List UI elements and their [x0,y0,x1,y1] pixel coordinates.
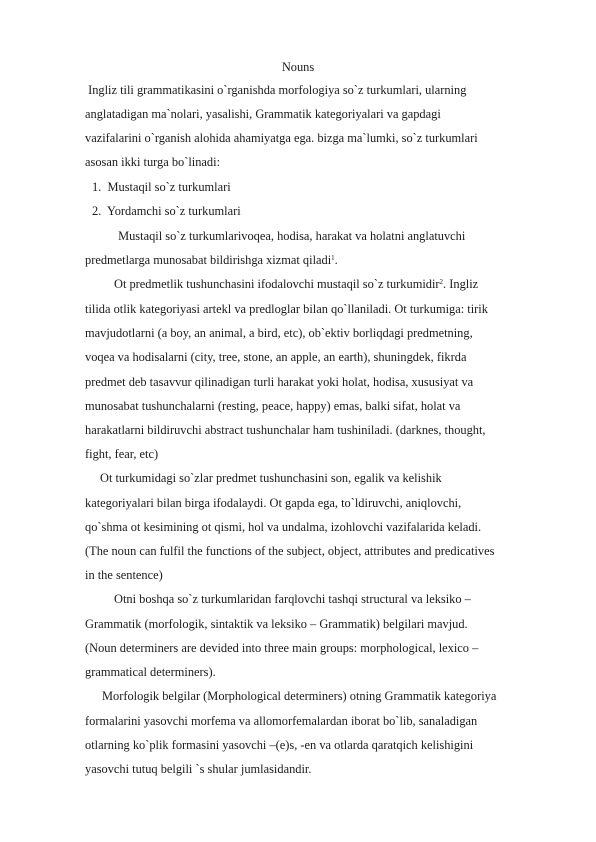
line-text: Ot predmetlik tushunchasini ifodalovchi mustaqil so`z turkumidir [114,277,440,291]
paragraph-line: Morfologik belgilar (Morphological determiners) otning Grammatik kategoriya [102,689,497,703]
list-item: 1. Mustaqil so`z turkumlari [92,180,231,194]
paragraph-line: munosabat tushunchalarni (resting, peace, happy) emas, balki sifat, holat va [85,399,461,413]
list-item: 2. Yordamchi so`z turkumlari [92,204,241,218]
paragraph-line [85,253,338,267]
paragraph-line: voqea va hodisalarni (city, tree, stone, an apple, an earth), shuningdek, fikrda [85,350,467,364]
paragraph-line [114,277,478,291]
paragraph-line: in the sentence) [85,568,163,582]
line-end: . [334,253,338,267]
paragraph-line: Ingliz tili grammatikasini o`rganishda morfologiya so`z turkumlari, ularning [85,83,467,97]
page-title: Nouns [281,60,315,74]
paragraph-line: harakatlarni bildiruvchi abstract tushunchalar ham tushiniladi. (darknes, thought, [85,423,486,437]
paragraph-line: (The noun can fulfil the functions of the subject, object, attributes and predicatives [85,544,495,558]
line-text: . Ingliz [443,277,479,291]
paragraph-line: formalarini yasovchi morfema va allomorfemalardan iborat bo`lib, sanaladigan [85,714,478,728]
paragraph-line: asosan ikki turga bo`linadi: [85,155,221,169]
paragraph-line: Otni boshqa so`z turkumlaridan farqlovchi tashqi structural va leksiko – [114,592,471,606]
paragraph-line: qo`shma ot kesimining ot qismi, hol va undalma, izohlovchi vazifalarida keladi. [85,520,482,534]
paragraph-line: (Noun determiners are devided into three main groups: morphological, lexico – [85,641,479,655]
paragraph-line: fight, fear, etc) [85,447,159,461]
paragraph-line: predmet deb tasavvur qilinadigan turli harakat yoki holat, hodisa, xususiyat va [85,375,474,389]
paragraph-line: yasovchi tutuq belgili `s shular jumlasidandir. [85,762,312,776]
footnote-ref: 1 [331,254,335,262]
line-text: predmetlarga munosabat bildirishga xizmat qiladi [85,253,332,267]
paragraph-line: Mustaqil so`z turkumlarivoqea, hodisa, harakat va holatni anglatuvchi [115,229,466,243]
paragraph-line: grammatical determiners). [85,665,216,679]
paragraph-line: Ot turkumidagi so`zlar predmet tushunchasini son, egalik va kelishik [100,471,442,485]
paragraph-line: tilida otlik kategoriyasi artekl va predloglar bilan qo`llaniladi. Ot turkumiga: tirik [85,302,488,316]
paragraph-line: kategoriyalari bilan birga ifodalaydi. Ot gapda ega, to`ldiruvchi, aniqlovchi, [85,496,462,510]
paragraph-line: anglatadigan ma`nolari, yasalishi, Grammatik kategoriyalari va gapdagi [85,107,441,121]
paragraph-line: vazifalarini o`rganish alohida ahamiyatga ega. bizga ma`lumki, so`z turkumlari [85,131,478,145]
paragraph-line: mavjudotlarni (a boy, an animal, a bird, etc), ob`ektiv borliqdagi predmetning, [85,326,473,340]
paragraph-line: Grammatik (morfologik, sintaktik va leksiko – Grammatik) belgilari mavjud. [85,617,468,631]
paragraph-line: otlarning ko`plik formasini yasovchi –(e)s, -en va otlarda qaratqich kelishigini [85,738,474,752]
footnote-ref: 2 [439,278,444,286]
